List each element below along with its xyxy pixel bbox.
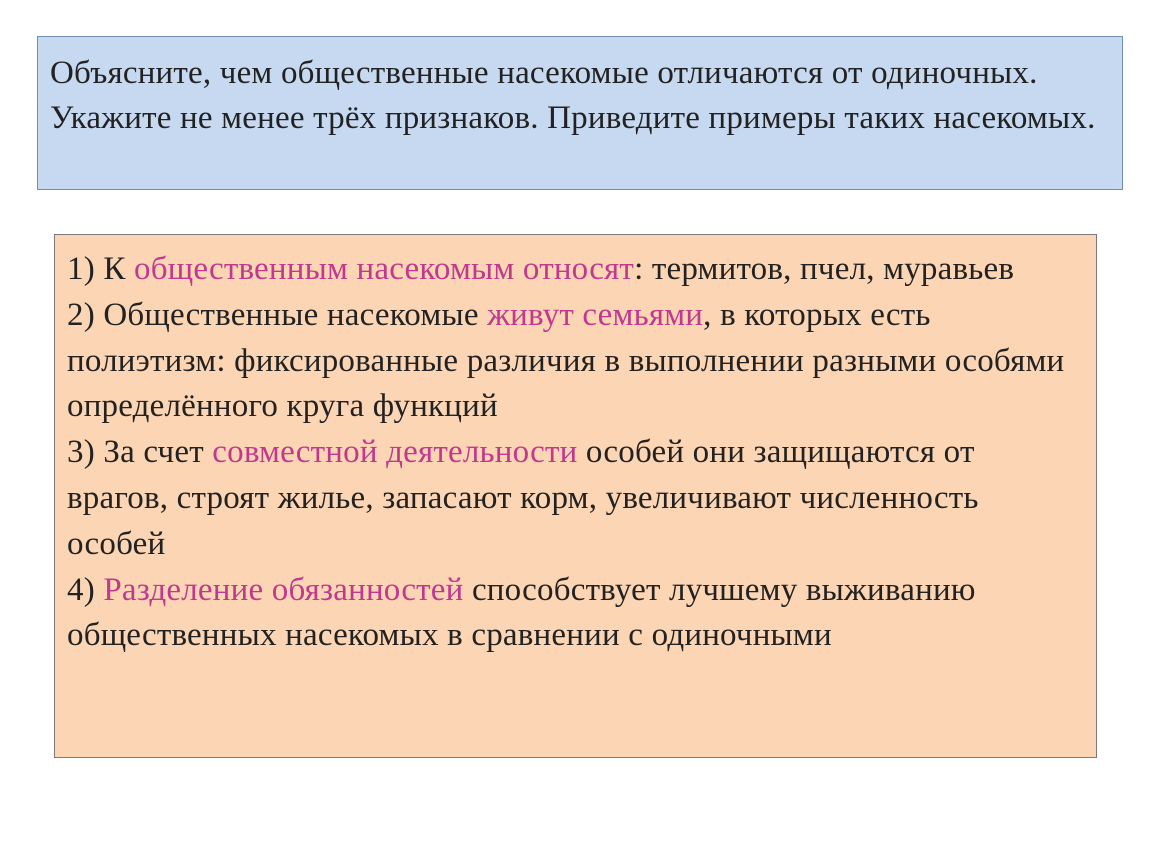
answer-highlight: общественным насекомым относят [134, 251, 635, 287]
answer-box [54, 234, 1097, 758]
answer-highlight: совместной деятельности [212, 434, 578, 471]
answer-item-4 [67, 568, 1082, 660]
answer-text-after: : термитов, пчел, муравьев [634, 251, 1015, 287]
answer-number: 3) [67, 434, 95, 471]
answer-item-2 [67, 293, 1082, 430]
answer-text-before: За счет [103, 434, 204, 471]
answer-text-before: К [103, 251, 126, 287]
question-box [37, 36, 1123, 190]
answer-text-after: способствует лучшему выживанию общественных насекомых в сравнении с одиночными [67, 571, 976, 654]
answer-number: 2) [67, 296, 95, 333]
question-text: Объясните, чем общественные насекомые отличаются от одиночных. Укажите не менее трёх признаков. Приведите примеры таких насекомых. [50, 55, 1096, 136]
answer-item-3 [67, 430, 1082, 567]
answer-text-before: Общественные насекомые [103, 296, 479, 333]
answer-text-after: особей они защищаются от врагов, строят жилье, запасают корм, увеличивают численность особей [67, 434, 979, 562]
answer-number: 1) [67, 251, 95, 287]
answer-number: 4) [67, 571, 95, 608]
answer-highlight: живут семьями [487, 296, 704, 333]
answer-text-after: , в которых есть полиэтизм: фиксированные различия в выполнении разными особями определённого круга функций [67, 296, 1065, 425]
answer-item-1 [67, 247, 1082, 293]
answer-highlight: Разделение обязанностей [103, 571, 464, 608]
